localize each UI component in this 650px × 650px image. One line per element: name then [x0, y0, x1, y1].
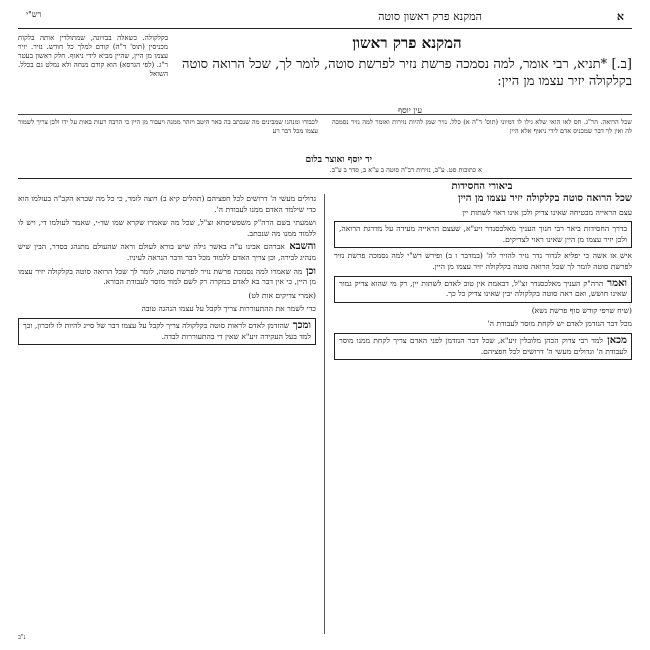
- biurei-right-para-0: שכל הרואה סוטה בקלקולה יזיר עצמו מן היין: [458, 193, 632, 204]
- header-rule: [18, 28, 632, 29]
- biurei-left-para-2: [18, 242, 316, 263]
- dibbur-hamatchil: מכאן: [602, 334, 627, 346]
- biurei-right-para-1: עצם הראייה מבטיחה שאינו צדיק ולכן אינו ראוי לשתות יין: [462, 207, 632, 217]
- dibbur-hamatchil: ואמר: [603, 277, 627, 289]
- running-title: המקנא פרק ראשון סוטה: [378, 10, 482, 23]
- ein-yosef-left: לכבודו ומנהגו שמבינים מה שנכתב בה באר היטב ויזהר ממנה ויעבור מן היין כי הרבה רעות באות על ידו ולכן צריך לשמור עצמו מכל דבר רע: [18, 118, 318, 135]
- dibbur-hamatchil: וכן: [302, 265, 316, 277]
- ein-yosef-rule: [18, 114, 632, 115]
- page-letter: א: [616, 10, 624, 23]
- biurei-left-para-5: כדי לשמר את ההתעוררות צריך לקבל על עצמו הנהגה טובה: [141, 304, 316, 314]
- ein-yosef-title: עין יוסף: [397, 106, 422, 115]
- footnote: נ"ב: [18, 634, 26, 641]
- biurei-left-para-4: (אמרי צדיקים אות לט): [248, 290, 316, 300]
- para-text: מה שאמרו למה נסמכה פרשת נזיר לפרשת סוטה, לומר לך שכל הרואה סוטה בקלקולה יזיר עצמו מן היין, כי אין דבר בא לאדם במקרה רק לשם למוד מוסר לעבודת הבורא.: [18, 266, 316, 287]
- rashi-commentary: בקלקולה. כשאלה בבזיונה, שמתולדין אותה בלקות מכניסין (תוס' ד"ה) קודם למלך כל חודש. נזיר. יזיר עצמו מן היין, שהיין מביא לידי ניאוף. חלק ראשון בעטר ר"ג. (לפי הגרסא) הוא קודם מנחה ולא נמלט גם בכלל. השואל: [18, 34, 168, 78]
- biurei-right-para-6: מכל דבר הנזדמן לאדם יש לקחת מוסר לעבודת ה': [487, 319, 632, 329]
- biurei-left-para-3: [18, 267, 316, 288]
- biurei-title: ביאורי החסידות: [451, 181, 513, 192]
- yad-yosef-title: יד יוסף ואוצר בלום: [305, 155, 372, 165]
- biurei-right-para-5: (שיח שרפי קודש סוף פרשת נשא): [531, 305, 632, 315]
- biurei-right-para-4: [334, 276, 632, 303]
- biurei-left-para-1: ושמעתי בשם הרה"ק משפשיסחא זצ"ל, שכל מה שאמרו שקרא שמו שד-י, שאמר לעולמו די, ויש לו ללמוד ממנו מה שנכתב.: [18, 218, 316, 238]
- gemara-text: [ב.] *תניא, רבי אומר, למה נסמכה פרשת נזיר לפרשת סוטה, לומר לך, שכל הרואה סוטה בקלקולה יזיר עצמו מן היין:: [182, 57, 632, 89]
- para-text: הרה"ק העניך מאלכסנדר זצ"ל, דבאמת אין טוב לאדם לשתות יין, רק מי שהוא צדיק גמור שאינו חושש, ואם ראה סוטה בקלקולה יבין שאינו צדיק כל כך.: [339, 278, 627, 299]
- biurei-left-column: [18, 194, 316, 348]
- gemara-page: [18, 6, 632, 642]
- column-divider: [324, 194, 325, 634]
- ein-yosef-right: שכל הרואה. הר"ג. חס לאו הואי שלא גילו לו דמיוני (תוס' ד"ה א) כלל. נזיר שמן להיות נזירות ואומר למה נזיר נסמכה לה ואין לך דבר שמכניס אדם לידי ניאוף אלא היין: [332, 118, 632, 135]
- para-text: שהזדמן לאדם לראות סוטה בקלקולה צריך לקבל על עצמו דבר של סייג להיות לו לזכרון, וכך למד בעל העקידה זיע"א שאין די בהתעוררות לבדה.: [23, 320, 311, 341]
- chapter-title: המקנא פרק ראשון: [352, 34, 462, 52]
- para-text: למד רבי צדוק הכהן מלובלין זיע"א, שכל דבר הנזדמן לפני האדם צריך לקחת ממנו מוסר לעבודת ה' וגדולים מעשי ה' דרושים לכל חפציהם.: [339, 335, 627, 356]
- biurei-right-column: [334, 194, 632, 363]
- para-text: אברהם אבינו ע"ה באשר גילה שיש בורא לעולם וראה שהעולם מתנהג בסדר, הבין שיש מנהיג לבירה, וכן צריך האדם ללמוד מכל דבר ודבר הנראה לעיניו.: [18, 242, 316, 262]
- biurei-left-para-0: גדולים מעשי ה' דרושים לכל חפציהם (תהלים קיא ב) רוצה לומר, כי כל מה שברא הקב"ה בעולמו הוא כדי שילמד האדם ממנו לעבודת ה'.: [18, 194, 316, 214]
- dibbur-hamatchil: ומכך: [289, 319, 311, 331]
- rashi-label: רש"י: [26, 10, 42, 19]
- biurei-right-para-7: [334, 333, 632, 360]
- biurei-left-para-6: [18, 318, 316, 345]
- biurei-rule: [18, 178, 632, 179]
- dibbur-hamatchil: והשבא: [284, 241, 316, 253]
- yad-yosef-text: א כתובות סט. ע"ב, נזירות דכ"ה סוטה ב ע"א ב, סדר ב ע"ב.: [329, 166, 482, 174]
- biurei-right-para-2: בדרך החסידות ביאר רבי חנוך העניך מאלכסנדר זיע"א, שעצם הראייה מעידה על מדרגת הרואה, ולכן יזיר עצמו מן היין שאינו ראוי לצדיקים.: [334, 221, 632, 248]
- biurei-right-para-3: איש או אשה כי יפליא לנדור נדר נזיר להזיר לה' (במדבר ו ב) ופירש רש"י למה נסמכה פרשת נזיר לפרשת סוטה לומר לך שכל הרואה סוטה בקלקולה יזיר עצמו מן היין.: [334, 251, 632, 271]
